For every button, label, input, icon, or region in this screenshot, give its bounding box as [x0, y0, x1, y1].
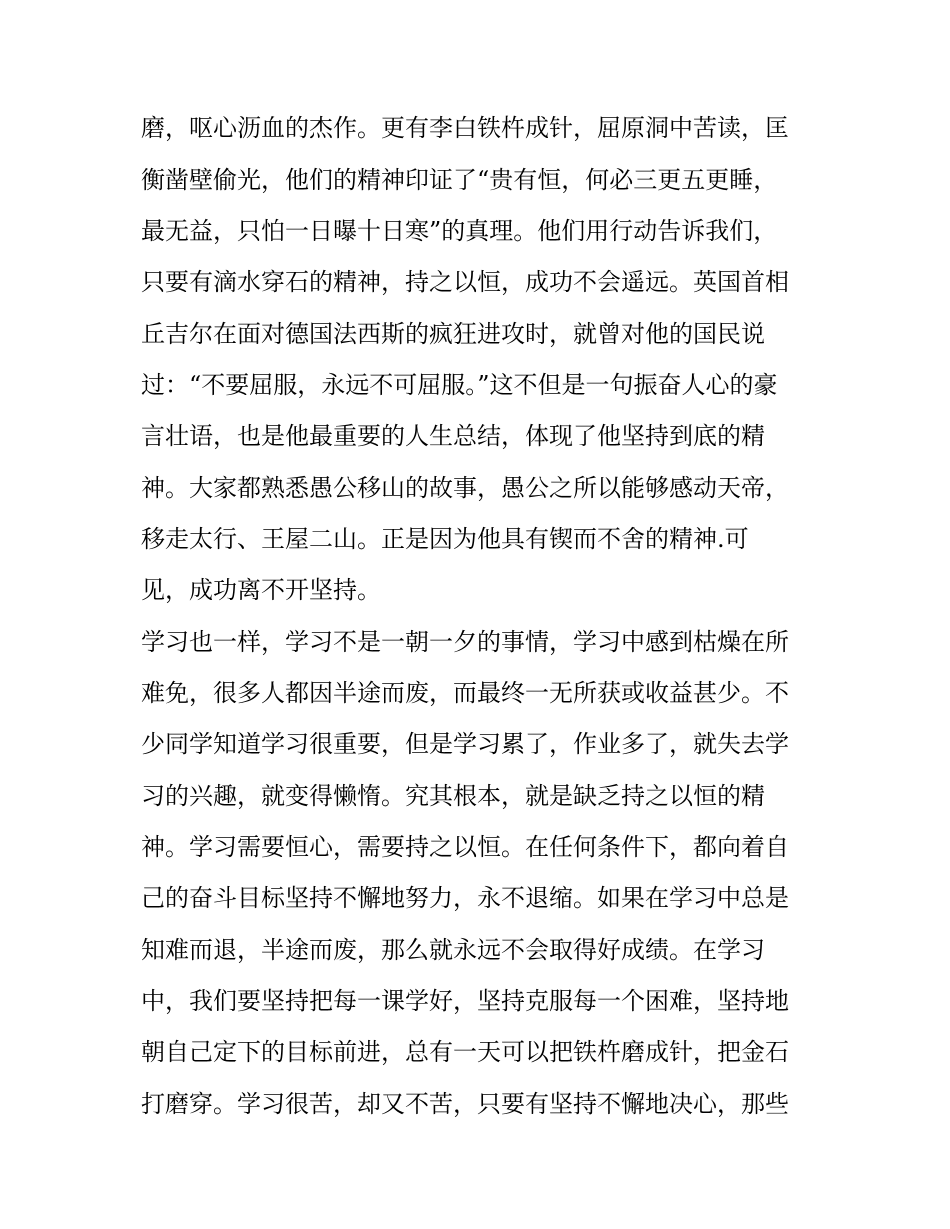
text-line: 言壮语，也是他最重要的人生总结，体现了他坚持到底的精 [141, 422, 765, 450]
text-line: 衡凿壁偷光，他们的精神印证了“贵有恒，何必三更五更睡， [141, 166, 778, 194]
text-line: 最无益，只怕一日曝十日寒”的真理。他们用行动告诉我们， [141, 217, 778, 245]
text-line: 难免，很多人都因半途而废，而最终一无所获或收益甚少。不 [141, 679, 789, 707]
text-line: 习的兴趣，就变得懒惰。究其根本，就是缺乏持之以恒的精 [141, 782, 765, 810]
text-line: 学习也一样，学习不是一朝一夕的事情，学习中感到枯燥在所 [141, 628, 789, 656]
text-line: 神。学习需要恒心，需要持之以恒。在任何条件下，都向着自 [141, 833, 789, 861]
text-line: 知难而退，半途而废，那么就永远不会取得好成绩。在学习 [141, 936, 765, 964]
text-line: 丘吉尔在面对德国法西斯的疯狂进攻时，就曾对他的国民说 [141, 320, 765, 348]
text-line: 己的奋斗目标坚持不懈地努力，永不退缩。如果在学习中总是 [141, 884, 789, 912]
text-line: 神。大家都熟悉愚公移山的故事，愚公之所以能够感动天帝， [141, 474, 789, 502]
text-line: 过：“不要屈服，永远不可屈服。”这不但是一句振奋人心的豪 [141, 371, 778, 399]
text-line: 中，我们要坚持把每一课学好，坚持克服每一个困难，坚持地 [141, 987, 789, 1015]
text-line: 见，成功离不开坚持。 [141, 576, 381, 604]
text-line: 磨，呕心沥血的杰作。更有李白铁杵成针，屈原洞中苦读，匡 [141, 114, 789, 142]
text-line: 朝自己定下的目标前进，总有一天可以把铁杵磨成针，把金石 [141, 1038, 789, 1066]
text-line: 少同学知道学习很重要，但是学习累了，作业多了，就失去学 [141, 730, 789, 758]
text-line: 打磨穿。学习很苦，却又不苦，只要有坚持不懈地决心，那些 [141, 1090, 789, 1118]
text-line: 移走太行、王屋二山。正是因为他具有锲而不舍的精神.可 [141, 525, 749, 553]
text-line: 只要有滴水穿石的精神，持之以恒，成功不会遥远。英国首相 [141, 268, 789, 296]
